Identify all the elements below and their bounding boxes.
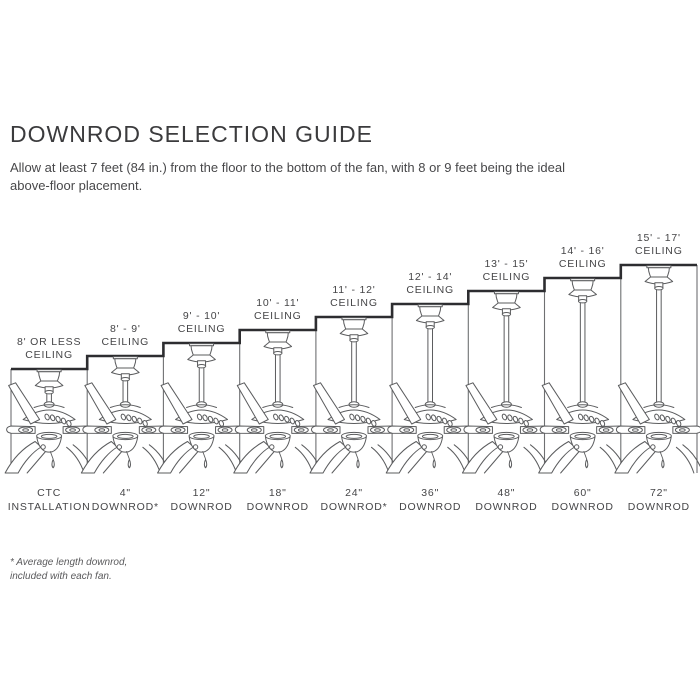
- fan-illustration: [5, 370, 93, 473]
- downrod-size-text: 72": [649, 487, 668, 499]
- downrod-word-text: DOWNROD: [475, 501, 538, 513]
- ceiling-range-text: 8' OR LESS: [16, 336, 82, 348]
- fan-illustration: [462, 292, 550, 473]
- ceiling-word-text: CEILING: [406, 284, 455, 296]
- ceiling-word-text: CEILING: [635, 245, 683, 257]
- footnote-line-1: * Average length downrod,: [10, 557, 128, 568]
- ceiling-range-text: 11' - 12': [332, 284, 376, 296]
- fan-illustration: [234, 331, 322, 473]
- ceiling-word-text: CEILING: [25, 349, 73, 361]
- subtitle-line-1: Allow at least 7 feet (84 in.) from the floor to the bottom of the fan, with 8 or 9 feet being the ideal: [10, 160, 565, 175]
- page-title: DOWNROD SELECTION GUIDE: [10, 121, 373, 147]
- ceiling-height-label: [611, 232, 700, 258]
- ceiling-word-text: CEILING: [177, 323, 226, 335]
- fan-illustration: [310, 318, 398, 473]
- downrod-size-text: 60": [573, 487, 592, 499]
- downrod-word-text: INSTALLATION: [7, 501, 91, 513]
- downrod-size-text: 36": [421, 487, 440, 499]
- ceiling-range-text: 13' - 15': [484, 258, 529, 270]
- footnote: [10, 556, 127, 583]
- ceiling-range-text: 9' - 10': [182, 310, 221, 322]
- fan-illustration: [539, 279, 627, 473]
- downrod-length-label: [611, 486, 700, 514]
- ceiling-word-text: CEILING: [482, 271, 531, 283]
- ceiling-range-text: 14' - 16': [560, 245, 605, 257]
- downrod-word-text: DOWNROD: [399, 501, 462, 513]
- ceiling-range-text: 8' - 9': [110, 323, 141, 335]
- downrod-size-text: 48": [497, 487, 516, 499]
- ceiling-word-text: CEILING: [253, 310, 302, 322]
- downrod-word-text: DOWNROD: [627, 501, 690, 513]
- fan-illustration: [158, 344, 246, 473]
- fan-illustration: [615, 266, 700, 473]
- ceiling-word-text: CEILING: [558, 258, 607, 270]
- downrod-size-text: CTC: [37, 487, 62, 499]
- downrod-size-text: 4": [119, 487, 131, 499]
- downrod-size-text: 24": [345, 487, 363, 499]
- downrod-size-text: 12": [192, 487, 211, 499]
- ceiling-word-text: CEILING: [101, 336, 150, 348]
- downrod-word-text: DOWNROD: [170, 501, 233, 513]
- downrod-size-text: 18": [268, 487, 287, 499]
- ceiling-range-text: 15' - 17': [636, 232, 681, 244]
- ceiling-word-text: CEILING: [330, 297, 378, 309]
- ceiling-range-text: 12' - 14': [408, 271, 453, 283]
- footnote-line-2: included with each fan.: [10, 570, 112, 582]
- ceiling-range-text: 10' - 11': [256, 297, 300, 309]
- downrod-word-text: DOWNROD: [246, 501, 309, 513]
- downrod-word-text: DOWNROD: [551, 501, 614, 513]
- downrod-word-text: DOWNROD*: [320, 501, 388, 513]
- fan-illustration: [386, 305, 474, 473]
- downrod-word-text: DOWNROD*: [91, 501, 159, 513]
- fan-illustration: [81, 357, 169, 473]
- subtitle-line-2: above-floor placement.: [10, 178, 143, 193]
